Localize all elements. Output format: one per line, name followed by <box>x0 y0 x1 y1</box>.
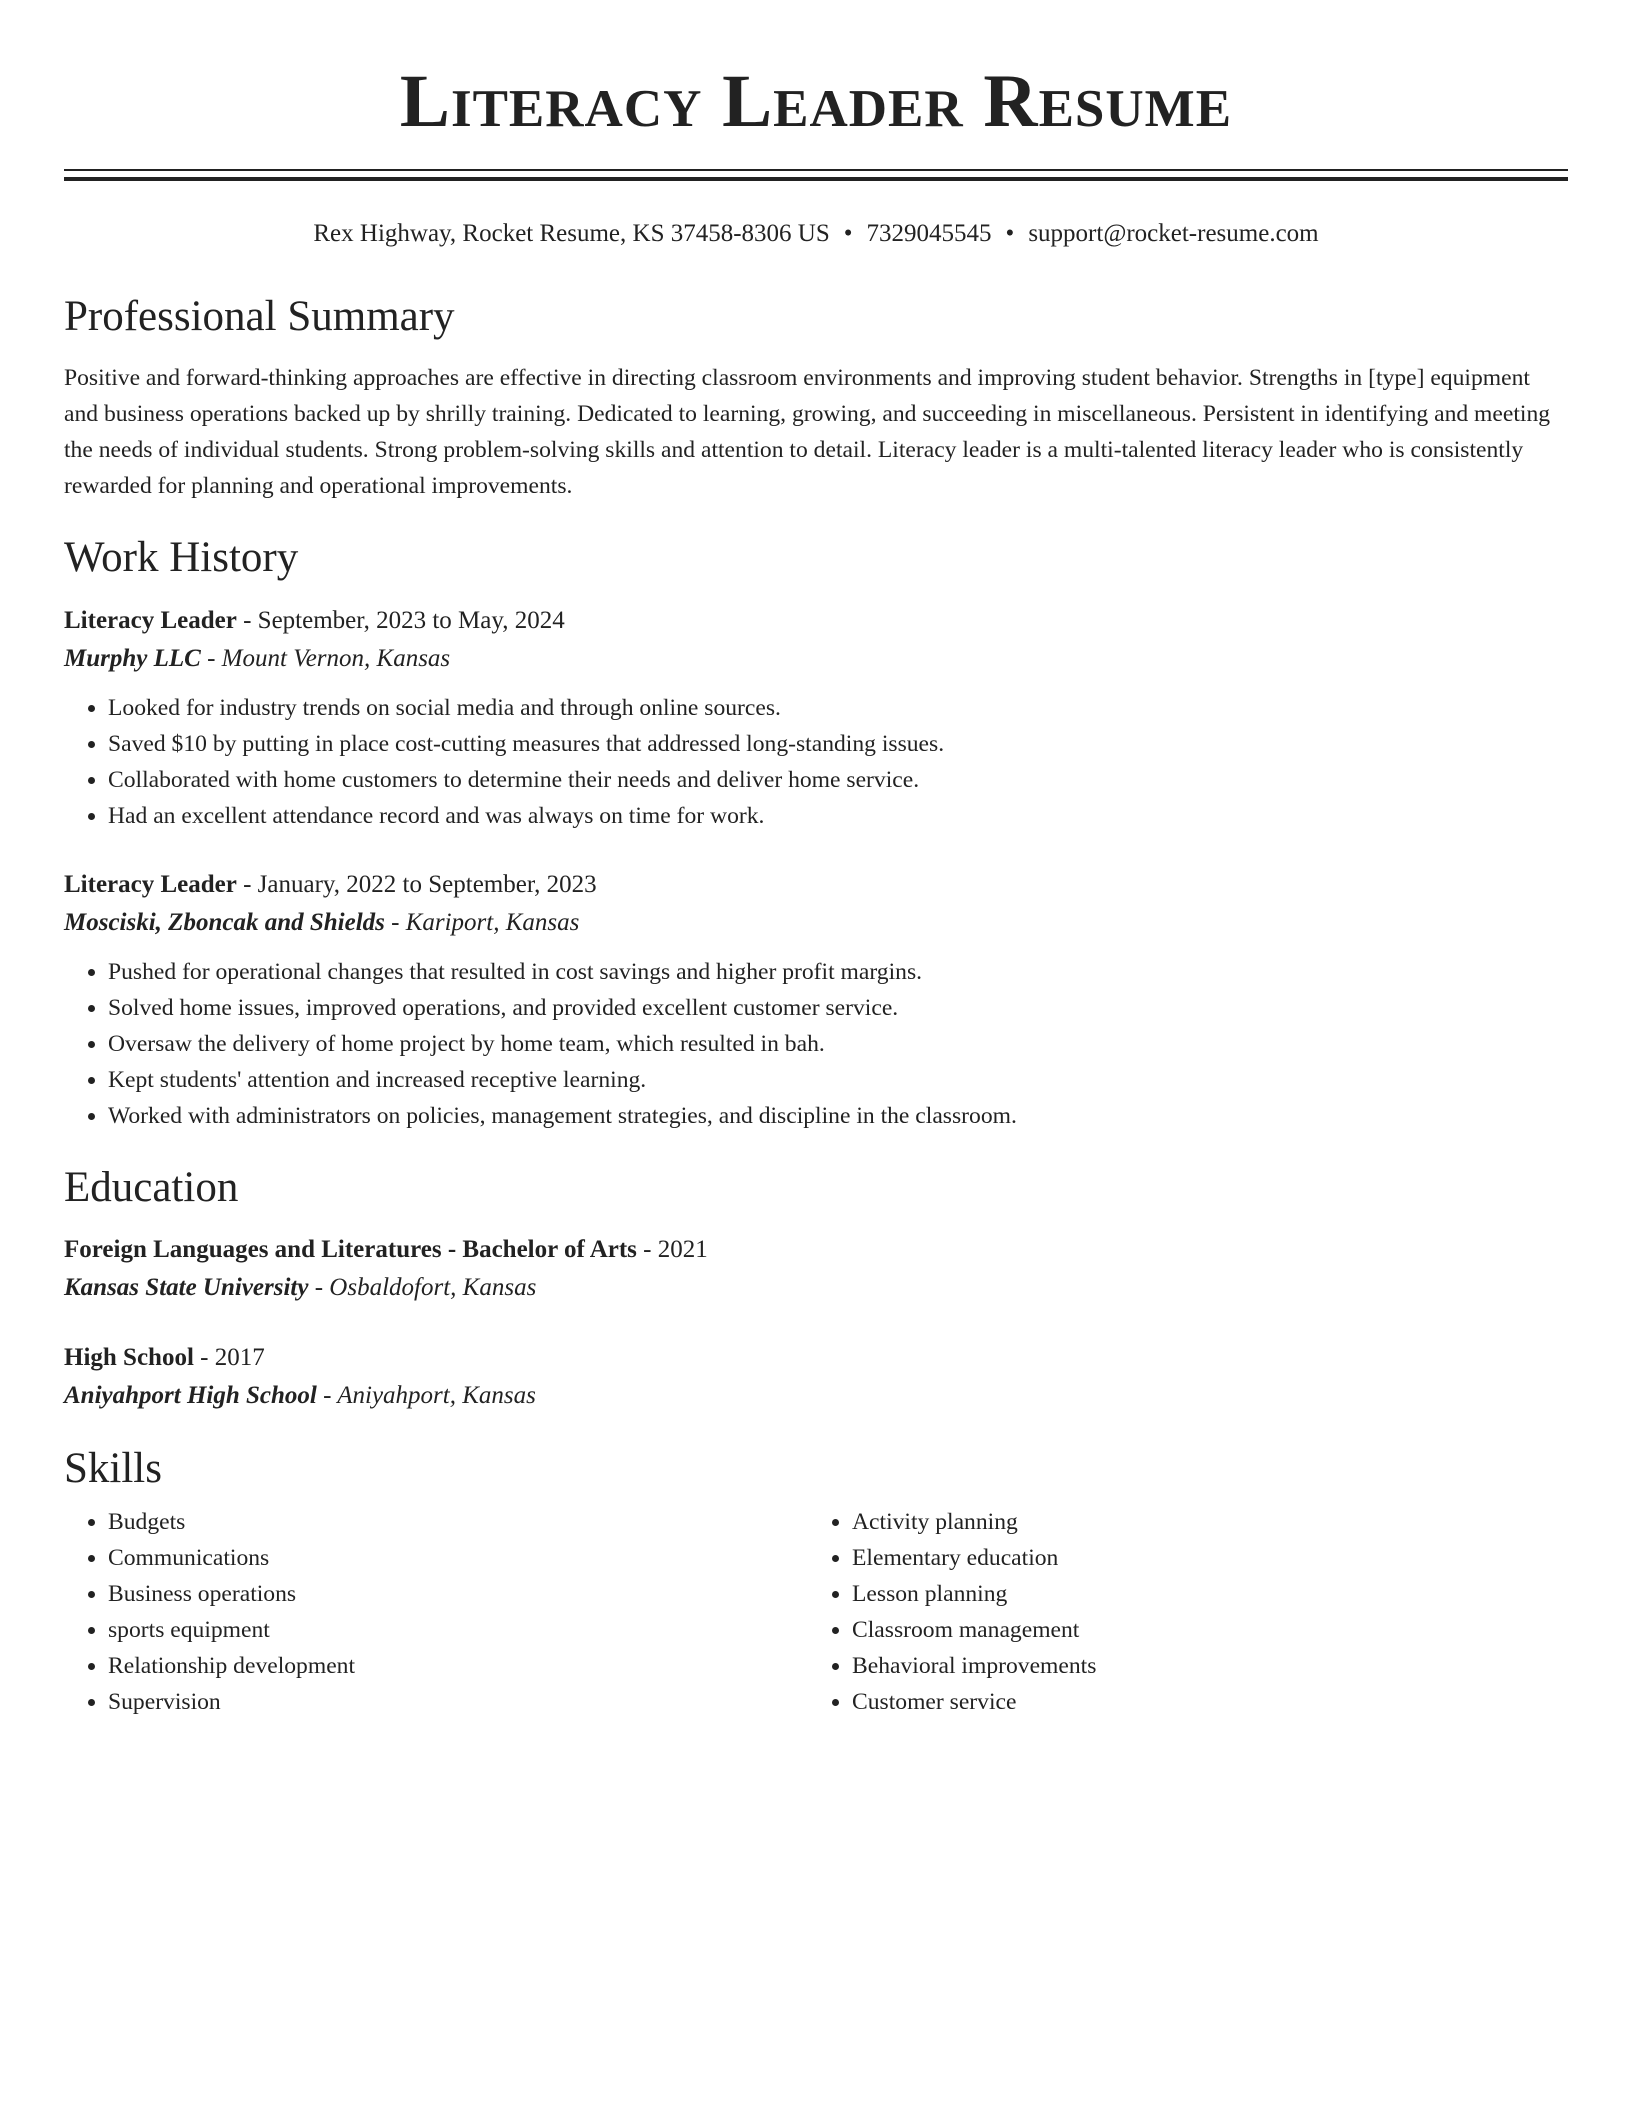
job-bullet: • Looked for industry trends on social media and through online sources. <box>108 690 1568 726</box>
skill-item: • Classroom management <box>852 1612 1552 1648</box>
job-dates: - September, 2023 to May, 2024 <box>236 606 565 634</box>
education-school: Kansas State University <box>64 1273 309 1301</box>
job-entry <box>64 602 1568 834</box>
contact-separator: • <box>843 220 853 247</box>
contact-separator: • <box>1005 220 1015 247</box>
skills-list-right <box>808 1504 1552 1720</box>
contact-line <box>64 219 1568 249</box>
resume-title: Literacy Leader Resume <box>399 60 1233 143</box>
job-bullet: • Worked with administrators on policies, management strategies, and discipline in the classroom. <box>108 1098 1568 1134</box>
skill-item: • Budgets <box>108 1504 808 1540</box>
education-header <box>64 1339 1568 1377</box>
skill-item: • sports equipment <box>108 1612 808 1648</box>
work-history-heading: Work History <box>64 534 299 582</box>
job-header <box>64 866 1568 904</box>
contact-phone: 7329045545 <box>866 220 992 247</box>
education-location: - Aniyahport, Kansas <box>316 1381 536 1409</box>
contact-email[interactable]: support@rocket-resume.com <box>1028 220 1319 247</box>
education-institution <box>64 1269 1568 1307</box>
education-year: - 2017 <box>193 1343 265 1371</box>
title-divider-thick <box>64 177 1568 181</box>
job-employer <box>64 904 1568 942</box>
education-degree: High School <box>64 1343 194 1371</box>
education-header <box>64 1231 1568 1269</box>
job-title: Literacy Leader <box>64 606 237 634</box>
job-title: Literacy Leader <box>64 870 237 898</box>
education-heading: Education <box>64 1163 239 1211</box>
skill-item: • Lesson planning <box>852 1576 1552 1612</box>
job-bullet: • Solved home issues, improved operations, and provided excellent customer service. <box>108 990 1568 1026</box>
title-divider-thin <box>64 169 1568 171</box>
job-company: Murphy LLC <box>64 644 201 672</box>
skills-columns <box>64 1504 1568 1720</box>
job-bullet: • Oversaw the delivery of home project by home team, which resulted in bah. <box>108 1026 1568 1062</box>
education-entry <box>64 1339 1568 1415</box>
job-company: Mosciski, Zboncak and Shields <box>64 908 385 936</box>
skill-item: • Activity planning <box>852 1504 1552 1540</box>
job-dates: - January, 2022 to September, 2023 <box>236 870 597 898</box>
skills-list-left <box>64 1504 808 1720</box>
job-bullet: • Had an excellent attendance record and was always on time for work. <box>108 798 1568 834</box>
contact-address: Rex Highway, Rocket Resume, KS 37458-8306 US <box>313 220 830 247</box>
job-bullets <box>64 690 1568 834</box>
job-bullet: • Saved $10 by putting in place cost-cutting measures that addressed long-standing issues. <box>108 726 1568 762</box>
job-entry <box>64 866 1568 1134</box>
job-location: - Mount Vernon, Kansas <box>200 644 451 672</box>
job-header <box>64 602 1568 640</box>
job-bullets <box>64 954 1568 1134</box>
education-location: - Osbaldofort, Kansas <box>308 1273 537 1301</box>
skill-item: • Supervision <box>108 1684 808 1720</box>
job-bullet: • Kept students' attention and increased receptive learning. <box>108 1062 1568 1098</box>
education-degree: Foreign Languages and Literatures - Bachelor of Arts <box>64 1235 637 1263</box>
summary-heading: Professional Summary <box>64 293 455 340</box>
summary-text: Positive and forward-thinking approaches are effective in directing classroom environments and improving student behavior. Strengths in [type] equipment and business operations backed up by shrilly training. Dedicated to learning, growing, and succeeding in miscellaneous. Persistent in identifying and meeting the needs of individual students. Strong problem-solving skills and attention to detail. Literacy leader is a multi-talented literacy leader who is consistently rewarded for planning and operational improvements. <box>64 365 1551 500</box>
education-school: Aniyahport High School <box>64 1381 317 1409</box>
skill-item: • Customer service <box>852 1684 1552 1720</box>
education-entry <box>64 1231 1568 1307</box>
skill-item: • Behavioral improvements <box>852 1648 1552 1684</box>
skill-item: • Communications <box>108 1540 808 1576</box>
education-year: - 2021 <box>636 1235 708 1263</box>
skill-item: • Relationship development <box>108 1648 808 1684</box>
education-institution <box>64 1377 1568 1415</box>
skills-heading: Skills <box>64 1444 162 1492</box>
skill-item: • Business operations <box>108 1576 808 1612</box>
skill-item: • Elementary education <box>852 1540 1552 1576</box>
job-bullet: • Collaborated with home customers to determine their needs and deliver home service. <box>108 762 1568 798</box>
job-location: - Kariport, Kansas <box>384 908 580 936</box>
job-bullet: • Pushed for operational changes that resulted in cost savings and higher profit margins. <box>108 954 1568 990</box>
job-employer <box>64 640 1568 678</box>
